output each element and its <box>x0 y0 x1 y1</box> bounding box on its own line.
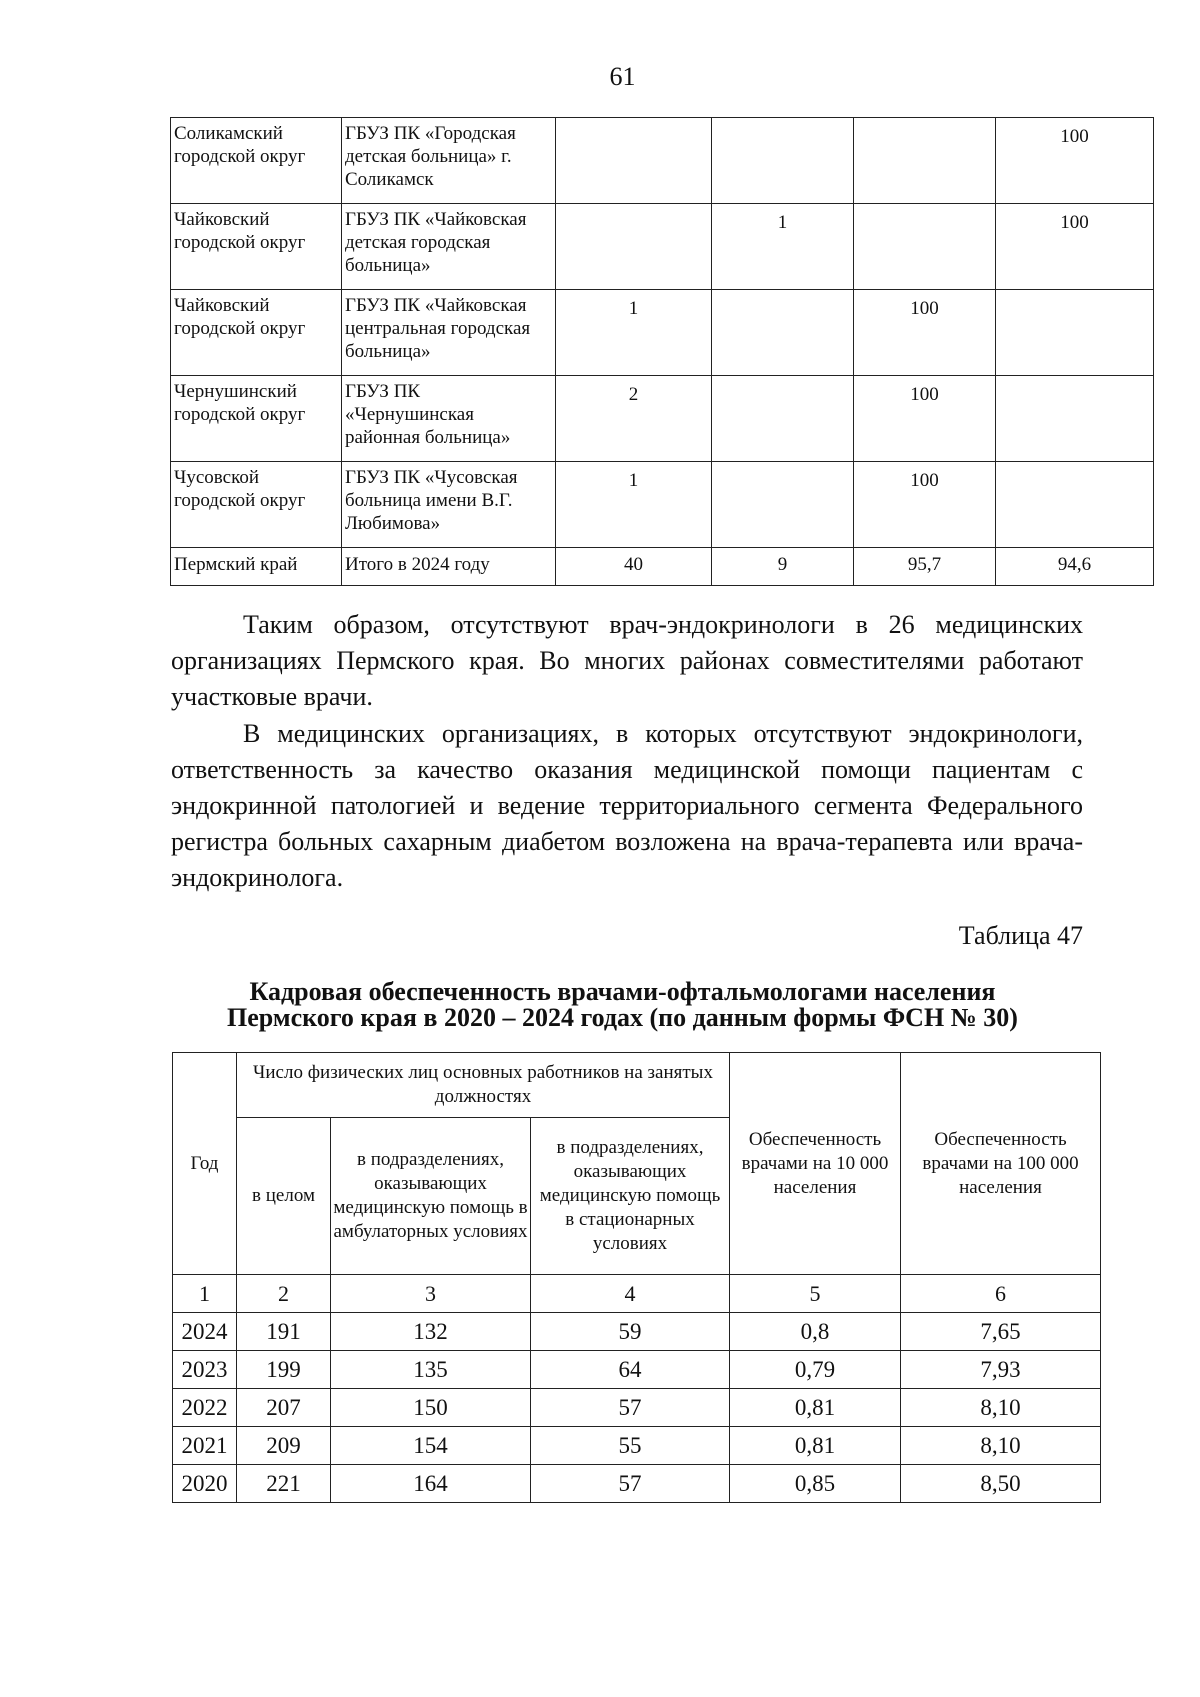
per100k-cell: 7,65 <box>901 1313 1101 1351</box>
header-per100k: Обеспеченность врачами на 100 000 населения <box>901 1053 1101 1275</box>
value-cell: 100 <box>854 290 996 376</box>
header-year: Год <box>173 1053 237 1275</box>
district-cell: Чусовской городской округ <box>171 462 342 548</box>
per100k-cell: 8,10 <box>901 1389 1101 1427</box>
table-row <box>171 462 1154 548</box>
value-cell <box>854 118 996 204</box>
year-cell: 2023 <box>173 1351 237 1389</box>
paragraph <box>171 607 1083 715</box>
inpatient-cell: 57 <box>531 1389 730 1427</box>
ophthalmologists-staffing-table <box>172 1052 1101 1503</box>
paragraph-text: В медицинских организациях, в которых отсутствуют эндокринологи, ответственность за качество оказания медицинской помощи пациентам с эндокринной патологией и ведение территориального сегмента Федерального регистра больных сахарным диабетом возложена на врача-терапевта или врача-эндокринолога. <box>171 719 1083 892</box>
column-number: 3 <box>331 1275 531 1313</box>
value-cell <box>996 462 1154 548</box>
value-cell: 2 <box>556 376 712 462</box>
per10k-cell: 0,8 <box>730 1313 901 1351</box>
value-cell <box>996 290 1154 376</box>
column-number: 2 <box>237 1275 331 1313</box>
organization-cell: ГБУЗ ПК «Чусовская больница имени В.Г. Любимова» <box>342 462 556 548</box>
table-row <box>171 118 1154 204</box>
district-cell: Чайковский городской округ <box>171 204 342 290</box>
table-row <box>173 1465 1101 1503</box>
district-cell: Соликамский городской округ <box>171 118 342 204</box>
column-number: 4 <box>531 1275 730 1313</box>
value-cell: 100 <box>996 118 1154 204</box>
organization-cell: ГБУЗ ПК «Чайковская детская городская больница» <box>342 204 556 290</box>
per10k-cell: 0,85 <box>730 1465 901 1503</box>
per10k-cell: 0,81 <box>730 1427 901 1465</box>
value-cell: 1 <box>712 204 854 290</box>
column-number: 5 <box>730 1275 901 1313</box>
total-cell: 209 <box>237 1427 331 1465</box>
value-cell <box>712 290 854 376</box>
value-cell <box>712 462 854 548</box>
column-number: 6 <box>901 1275 1101 1313</box>
inpatient-cell: 64 <box>531 1351 730 1389</box>
table-row <box>171 204 1154 290</box>
per10k-cell: 0,81 <box>730 1389 901 1427</box>
table-row <box>171 290 1154 376</box>
inpatient-cell: 57 <box>531 1465 730 1503</box>
table-row <box>171 376 1154 462</box>
value-cell: 100 <box>996 204 1154 290</box>
column-number: 1 <box>173 1275 237 1313</box>
header-per10k: Обеспеченность врачами на 10 000 населения <box>730 1053 901 1275</box>
district-cell: Пермский край <box>171 548 342 586</box>
per10k-cell: 0,79 <box>730 1351 901 1389</box>
year-cell: 2024 <box>173 1313 237 1351</box>
value-cell: 95,7 <box>854 548 996 586</box>
table-caption: Таблица 47 <box>958 921 1083 950</box>
organization-cell: Итого в 2024 году <box>342 548 556 586</box>
value-cell <box>556 118 712 204</box>
header-ambulatory: в подразделениях, оказывающих медицинскую помощь в амбулаторных условиях <box>331 1118 531 1275</box>
per100k-cell: 8,50 <box>901 1465 1101 1503</box>
value-cell: 1 <box>556 290 712 376</box>
table-title <box>150 979 1095 1031</box>
column-numbers-row <box>173 1275 1101 1313</box>
organization-cell: ГБУЗ ПК «Чайковская центральная городская больница» <box>342 290 556 376</box>
value-cell: 9 <box>712 548 854 586</box>
value-cell: 100 <box>854 462 996 548</box>
district-cell: Чернушинский городской округ <box>171 376 342 462</box>
organization-cell: ГБУЗ ПК «Чернушинская районная больница» <box>342 376 556 462</box>
table-row <box>173 1389 1101 1427</box>
per100k-cell: 8,10 <box>901 1427 1101 1465</box>
value-cell <box>854 204 996 290</box>
table-title-line: Кадровая обеспеченность врачами-офтальмологами населения <box>249 977 996 1006</box>
ambulatory-cell: 164 <box>331 1465 531 1503</box>
value-cell: 40 <box>556 548 712 586</box>
inpatient-cell: 59 <box>531 1313 730 1351</box>
value-cell: 94,6 <box>996 548 1154 586</box>
table-row <box>173 1313 1101 1351</box>
header-total: в целом <box>237 1118 331 1275</box>
ambulatory-cell: 150 <box>331 1389 531 1427</box>
paragraph <box>171 716 1083 896</box>
staffing-table-continued <box>170 117 1154 586</box>
organization-cell: ГБУЗ ПК «Городская детская больница» г. Соликамск <box>342 118 556 204</box>
year-cell: 2020 <box>173 1465 237 1503</box>
total-cell: 191 <box>237 1313 331 1351</box>
table-row <box>173 1427 1101 1465</box>
header-group: Число физических лиц основных работников на занятых должностях <box>237 1053 730 1118</box>
value-cell <box>996 376 1154 462</box>
paragraph-text: Таким образом, отсутствуют врач-эндокринологи в 26 медицинских организациях Пермского края. Во многих районах совместителями работают участковые врачи. <box>171 610 1083 711</box>
value-cell <box>712 376 854 462</box>
value-cell <box>712 118 854 204</box>
value-cell: 1 <box>556 462 712 548</box>
ambulatory-cell: 135 <box>331 1351 531 1389</box>
district-cell: Чайковский городской округ <box>171 290 342 376</box>
table-row <box>173 1351 1101 1389</box>
per100k-cell: 7,93 <box>901 1351 1101 1389</box>
value-cell: 100 <box>854 376 996 462</box>
total-cell: 199 <box>237 1351 331 1389</box>
inpatient-cell: 55 <box>531 1427 730 1465</box>
ambulatory-cell: 154 <box>331 1427 531 1465</box>
year-cell: 2021 <box>173 1427 237 1465</box>
page-number: 61 <box>609 62 636 91</box>
total-cell: 207 <box>237 1389 331 1427</box>
ambulatory-cell: 132 <box>331 1313 531 1351</box>
header-inpatient: в подразделениях, оказывающих медицинскую помощь в стационарных условиях <box>531 1118 730 1275</box>
table-title-line: Пермского края в 2020 – 2024 годах (по данным формы ФСН № 30) <box>227 1003 1018 1032</box>
total-row <box>171 548 1154 586</box>
total-cell: 221 <box>237 1465 331 1503</box>
value-cell <box>556 204 712 290</box>
year-cell: 2022 <box>173 1389 237 1427</box>
